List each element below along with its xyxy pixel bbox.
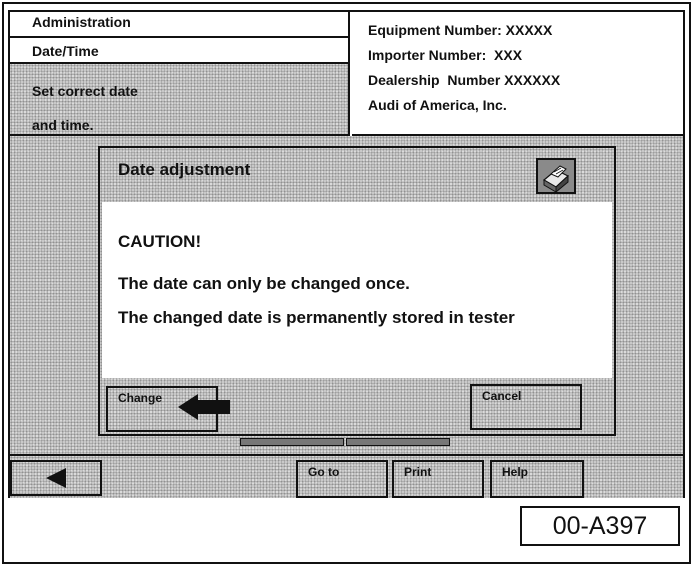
change-button[interactable]: Change bbox=[106, 386, 218, 432]
tester-screen bbox=[8, 10, 685, 498]
header-navigation-panel bbox=[10, 12, 350, 136]
goto-button[interactable]: Go to bbox=[296, 460, 388, 498]
date-adjustment-dialog bbox=[98, 146, 616, 436]
message-line: The date can only be changed once. bbox=[118, 274, 410, 293]
importer-number: Importer Number: XXX bbox=[368, 47, 523, 63]
dialog-title: Date adjustment bbox=[118, 160, 251, 179]
scroll-indicator bbox=[346, 438, 450, 446]
message-line: The changed date is permanently stored in tester bbox=[118, 308, 515, 327]
menu-item-administration[interactable]: Administration bbox=[10, 12, 348, 38]
dialog-message-area bbox=[102, 202, 612, 378]
back-button[interactable] bbox=[10, 460, 102, 496]
figure-code: 00-A397 bbox=[520, 506, 680, 546]
equipment-number: Equipment Number: XXXXX bbox=[368, 22, 553, 38]
pointer-arrow-icon bbox=[178, 394, 234, 420]
dealership-number: Dealership Number XXXXXX bbox=[368, 72, 561, 88]
company-name: Audi of America, Inc. bbox=[368, 97, 507, 113]
caution-heading: CAUTION! bbox=[118, 232, 202, 251]
menu-item-date-time[interactable]: Date/Time bbox=[10, 38, 348, 64]
main-area bbox=[10, 136, 683, 454]
scroll-indicator bbox=[240, 438, 344, 446]
print-button[interactable]: Print bbox=[392, 460, 484, 498]
cancel-button[interactable]: Cancel bbox=[470, 384, 582, 430]
description-line: and time. bbox=[32, 117, 94, 133]
function-description bbox=[10, 64, 348, 134]
left-arrow-icon bbox=[46, 468, 66, 488]
equipment-info-panel bbox=[352, 12, 683, 136]
footer-toolbar bbox=[10, 454, 683, 498]
printer-icon[interactable] bbox=[536, 158, 576, 194]
description-line: Set correct date bbox=[32, 83, 138, 99]
help-button[interactable]: Help bbox=[490, 460, 584, 498]
